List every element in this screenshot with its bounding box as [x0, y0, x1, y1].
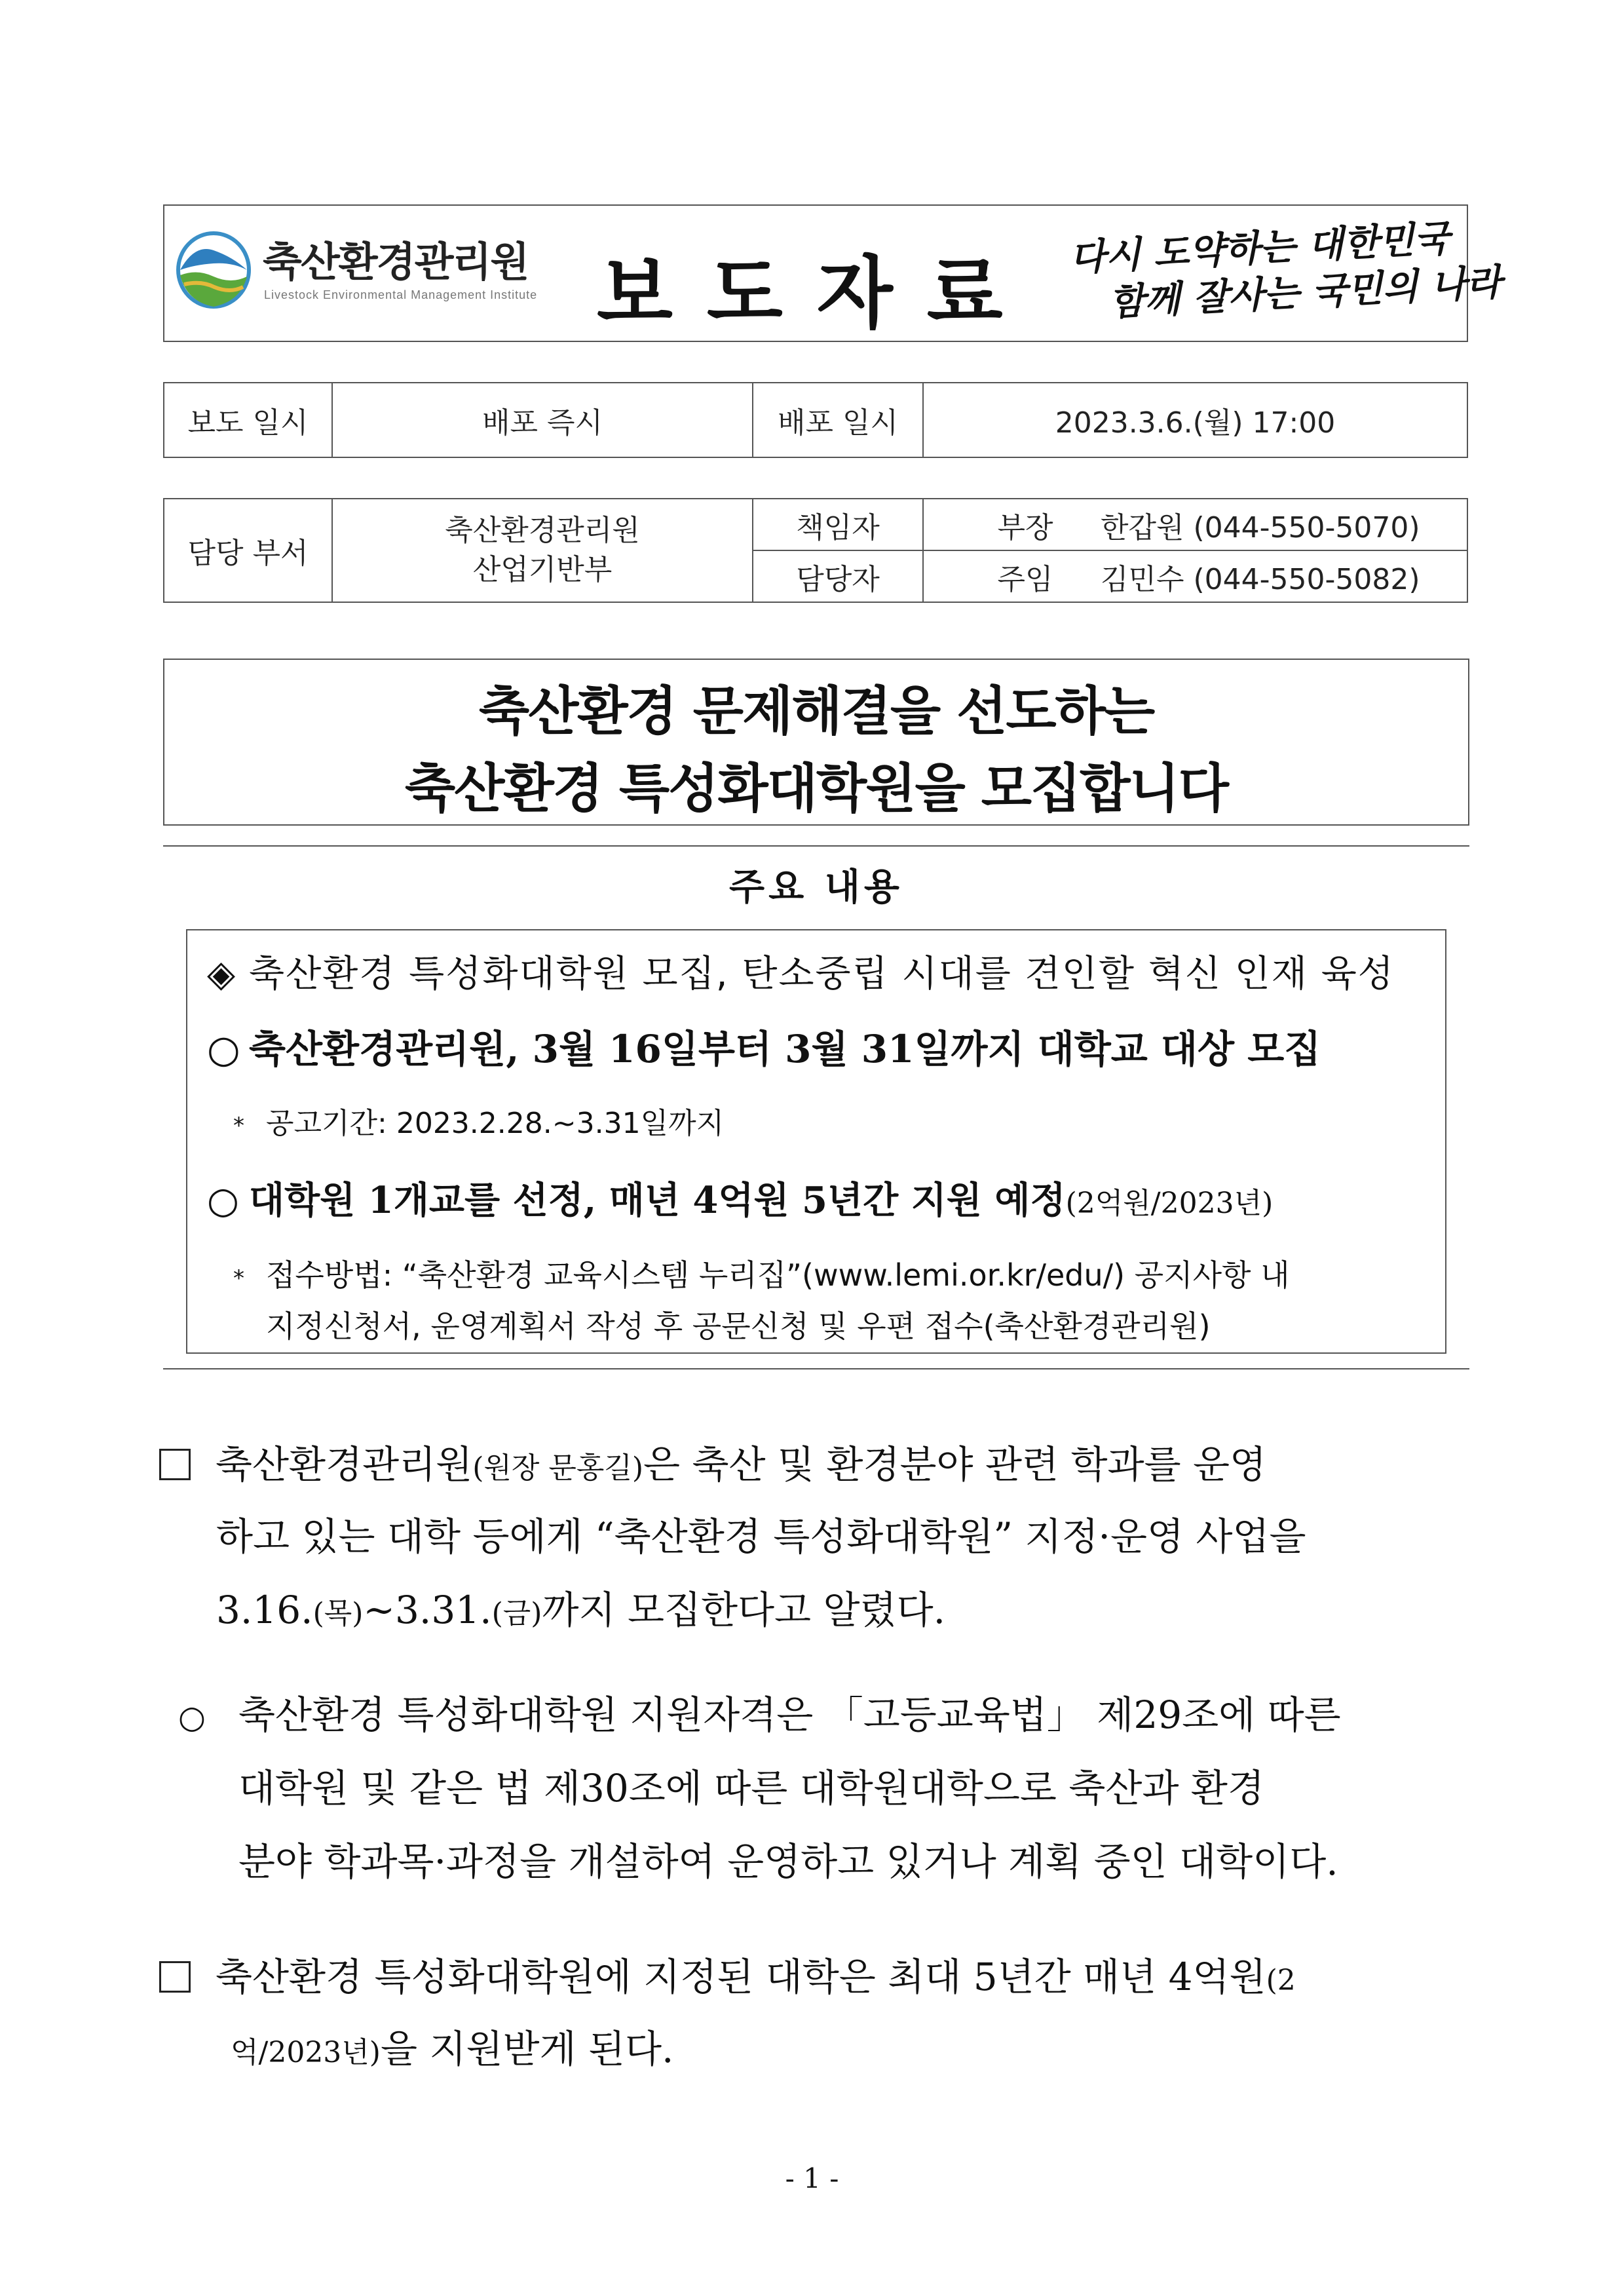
summary-bullet-1	[207, 945, 1395, 997]
distribution-date-label: 배포 일시	[753, 383, 923, 457]
summary-note-2-line-1: 접수방법: “축산환경 교육시스템 누리집”(www.lemi.or.kr/edu/) 공지사항 내	[266, 1257, 1290, 1293]
body-p2-line-2: 대학원 및 같은 법 제30조에 따른 대학원대학으로 축산과 환경	[238, 1766, 1264, 1810]
body-p1-line-1	[159, 1434, 1266, 1489]
org-name: 축산환경관리원	[263, 238, 529, 286]
department-label: 담당 부서	[164, 499, 332, 602]
responsible-name: 한갑원 (044-550-5070)	[1101, 510, 1420, 545]
summary-heading: 주요 내용	[729, 866, 903, 909]
body-p1-text-c: 까지 모집한다고 알렸다.	[542, 1588, 946, 1632]
summary-bullet-3-text: 대학원 1개교를 선정, 매년 4억원 5년간 지원 예정	[249, 1179, 1066, 1222]
circle-bullet-icon: ○	[178, 1699, 206, 1736]
body-p1-day-start: (목)	[312, 1597, 364, 1630]
responsible-label: 책임자	[753, 499, 923, 550]
contact-info-table	[163, 498, 1468, 603]
body-p2-line-3: 분야 학과목·과정을 개설하여 운영하고 있거나 계획 중인 대학이다.	[238, 1839, 1338, 1884]
summary-bullet-2-text: 축산환경관리원, 3월 16일부터 3월 31일까지 대학교 대상 모집	[249, 1027, 1321, 1071]
org-subtitle: Livestock Environmental Management Institute	[264, 288, 538, 301]
asterisk-icon: *	[233, 1113, 244, 1139]
body-p2-line-1	[178, 1684, 1341, 1739]
slogan-line-2: 함께 잘사는 국민의 나라	[1108, 260, 1503, 324]
body-p3-text-a: 축산환경 특성화대학원에 지정된 대학은 최대 5년간 매년 4억원	[216, 1955, 1266, 1999]
staff-name: 김민수 (044-550-5082)	[1101, 562, 1420, 596]
asterisk-icon: *	[233, 1265, 244, 1292]
summary-note-2	[233, 1252, 1290, 1295]
summary-bullet-3	[207, 1172, 1273, 1224]
release-date-label: 보도 일시	[164, 383, 332, 457]
body-p3-text-b: 을 지원받게 된다.	[380, 2027, 674, 2071]
press-header	[163, 204, 1503, 342]
summary-box	[186, 929, 1446, 1354]
checkbox-square-icon	[159, 1449, 191, 1480]
diamond-bullet-icon: ◈	[207, 953, 237, 995]
checkbox-square-icon	[159, 1961, 191, 1993]
body-p1-day-end: (금)	[491, 1597, 542, 1630]
responsible-title: 부장	[997, 510, 1053, 545]
body-p3-line-1	[159, 1946, 1296, 2001]
summary-note-1	[233, 1100, 724, 1141]
staff-title: 주임	[997, 562, 1053, 596]
body-p1-line-2: 하고 있는 대학 등에게 “축산환경 특성화대학원” 지정·운영 사업을	[216, 1514, 1306, 1559]
body-p1-date-start: 3.16.	[216, 1588, 313, 1632]
body-p1-line-3	[216, 1579, 945, 1634]
department-name-line-1: 축산환경관리원	[445, 514, 640, 547]
summary-bullet-1-text: 축산환경 특성화대학원 모집, 탄소중립 시대를 견인할 혁신 인재 육성	[249, 953, 1395, 995]
press-release-title: 보도자료	[597, 248, 1037, 339]
release-info-table	[163, 382, 1468, 458]
circle-bullet-icon: ○	[207, 1027, 240, 1071]
responsible-contact	[923, 499, 1467, 550]
headline-line-1: 축산환경 문제해결을 선도하는	[478, 681, 1154, 742]
staff-label: 담당자	[753, 550, 923, 602]
body-p1-date-end: ~3.31.	[363, 1588, 492, 1632]
slogan-line-1: 다시 도약하는 대한민국	[1068, 216, 1451, 280]
body-p3-line-2	[231, 2018, 674, 2073]
divider-bottom	[163, 1368, 1469, 1369]
distribution-date-value: 2023.3.6.(월) 17:00	[923, 383, 1467, 457]
body-p1-small: (원장 문홍길)	[472, 1451, 644, 1485]
body-p3-small-a: (2	[1266, 1964, 1296, 1997]
headline-line-2: 축산환경 특성화대학원을 모집합니다	[404, 758, 1228, 819]
divider-top	[163, 845, 1469, 847]
summary-bullet-2	[207, 1018, 1321, 1073]
body-p3-small-b: 억/2023년)	[231, 2036, 381, 2069]
summary-note-1-text: 공고기간: 2023.2.28.~3.31일까지	[266, 1107, 725, 1140]
summary-note-2-line-2: 지정신청서, 운영계획서 작성 후 공문신청 및 우편 접수(축산환경관리원)	[266, 1309, 1211, 1344]
logo-emblem-icon	[175, 224, 252, 316]
body-p2-text-1: 축산환경 특성화대학원 지원자격은 「고등교육법」 제29조에 따른	[238, 1693, 1341, 1737]
department-value	[332, 499, 753, 602]
body-p1-text-b: 은 축산 및 환경분야 관련 학과를 운영	[643, 1442, 1267, 1487]
summary-bullet-3-small: (2억원/2023년)	[1065, 1187, 1274, 1220]
staff-contact	[923, 550, 1467, 602]
department-name-line-2: 산업기반부	[472, 553, 613, 586]
headline-box	[163, 659, 1469, 826]
circle-bullet-icon: ○	[207, 1179, 239, 1222]
body-p1-text-a: 축산환경관리원	[216, 1442, 473, 1487]
release-date-value: 배포 즉시	[332, 383, 753, 457]
page-number: - 1 -	[785, 2162, 839, 2194]
